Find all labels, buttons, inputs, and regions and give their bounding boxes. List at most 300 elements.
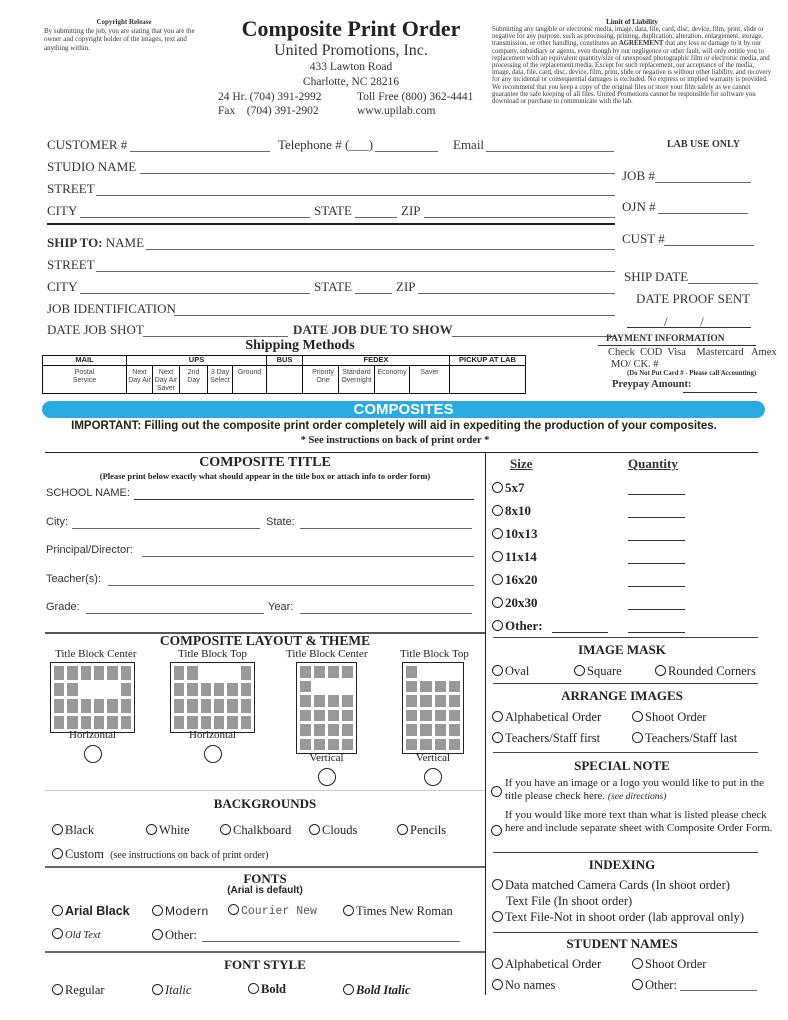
font-style-label: Bold Italic	[356, 983, 411, 997]
shipping-methods-table	[42, 355, 526, 394]
prepay-field[interactable]	[683, 392, 757, 393]
zip-field[interactable]	[424, 217, 615, 218]
ship-state-label: STATE	[314, 279, 352, 294]
mask-option-oval[interactable]	[492, 664, 529, 679]
school-name-label: SCHOOL NAME:	[46, 487, 130, 499]
title-block-area	[314, 681, 325, 693]
photo-placeholder	[449, 695, 460, 707]
radio-icon	[632, 711, 643, 722]
title-block-area	[449, 666, 460, 678]
background-option-label: White	[159, 823, 190, 837]
job-number-field[interactable]	[655, 182, 751, 183]
radio-icon	[655, 665, 666, 676]
arrange-option[interactable]	[632, 710, 706, 725]
copyright-title: Copyright Release	[96, 18, 152, 26]
size-option-label: 20x30	[505, 595, 538, 610]
sizes-bottom-rule	[493, 637, 758, 638]
shipping-option[interactable]	[267, 366, 303, 394]
layout-option-title: Title Block Top	[400, 648, 469, 660]
cust-number-field[interactable]	[664, 245, 754, 246]
liability-text-post: that any loss or damage to it by our company, subsidiary or agents, even though by our negligence or other fault, will only entitle you to replacement with an equivalent quantity/size of unexposed photographic film or electronic media, and processing of the replacement media. Except for such replacement, our acceptance of the media, image, data, file, card, disc, device, film, print, slide or negative is without other liability, and recovery for any incidental or consequential damages is excluded. No express or implied warranty is provided. We recommend that you keep a copy of the original files or store your film safely as we cannot guarantee the safe keeping of all files. United Promotions cannot be responsible for software you download or purchase to communicate with the lab.	[492, 40, 772, 106]
special-note-text-1	[491, 777, 776, 804]
ship-to-name-label: NAME	[105, 235, 145, 250]
title-block-area	[227, 666, 237, 680]
photo-placeholder	[67, 716, 77, 730]
quantity-field[interactable]	[628, 632, 685, 633]
ship-zip-label: ZIP	[396, 279, 416, 294]
photo-placeholder	[300, 681, 311, 693]
studio-name-field[interactable]	[140, 173, 615, 174]
background-option[interactable]	[309, 823, 357, 838]
font-other-field[interactable]	[202, 941, 460, 942]
photo-placeholder	[107, 666, 117, 680]
layout-thumbnail[interactable]	[296, 662, 357, 754]
photo-placeholder	[121, 699, 131, 713]
arrange-option[interactable]	[492, 710, 601, 725]
photo-placeholder	[435, 739, 446, 751]
photo-placeholder	[314, 710, 325, 722]
phone-24hr: 24 Hr. (704) 391-2992	[218, 91, 322, 103]
ship-state-field[interactable]	[355, 293, 392, 294]
background-option-custom[interactable]	[52, 847, 268, 862]
layout-orientation-label: Vertical	[309, 752, 344, 764]
job-identification-label: JOB IDENTIFICATION	[47, 301, 176, 316]
special-note-option-1[interactable]	[491, 777, 776, 804]
mask-option-label: Rounded Corners	[668, 664, 756, 678]
font-option-label: Courier New	[241, 905, 317, 918]
copyright-release	[44, 18, 204, 52]
radio-icon	[492, 879, 503, 890]
size-other-field[interactable]	[552, 632, 608, 633]
radio-icon	[492, 597, 503, 608]
quantity-field[interactable]	[628, 494, 685, 495]
radio-icon	[492, 574, 503, 585]
font-option-label: Arial Black	[65, 904, 130, 918]
photo-placeholder	[314, 666, 325, 678]
arrange-option[interactable]	[632, 731, 737, 746]
font-option-other[interactable]	[152, 928, 197, 943]
arrange-option-label: Alphabetical Order	[505, 710, 602, 724]
payment-title-underline	[598, 345, 756, 346]
date-job-due-label: DATE JOB DUE TO SHOW	[293, 322, 453, 337]
shipping-option[interactable]: Saver	[410, 366, 450, 394]
student-names-option[interactable]	[492, 978, 555, 993]
special-note-option-2[interactable]	[491, 809, 776, 835]
radio-icon	[491, 825, 502, 836]
title-block-area	[201, 666, 211, 680]
shipping-option[interactable]: Postal Service	[43, 366, 127, 394]
layout-radio[interactable]	[318, 768, 336, 786]
size-option-label: 5x7	[505, 480, 525, 495]
backgrounds-top-rule	[45, 790, 485, 791]
shipping-option[interactable]	[450, 366, 526, 394]
photo-placeholder	[449, 739, 460, 751]
ship-to-name-field[interactable]	[146, 249, 615, 250]
title-block-area	[435, 666, 446, 678]
instructions-note: * See instructions on back of print order *	[300, 435, 490, 446]
photo-placeholder	[449, 681, 460, 693]
ship-street-field[interactable]	[96, 271, 615, 272]
student-names-heading: STUDENT NAMES	[566, 936, 678, 951]
arrange-option-label: Teachers/Staff first	[505, 731, 601, 745]
shipping-option[interactable]: 2nd Day	[180, 366, 208, 394]
font-style-heading: FONT STYLE	[224, 957, 306, 972]
shipping-option[interactable]: Priority One	[303, 366, 339, 394]
radio-icon	[248, 983, 259, 994]
right-top-rule	[486, 452, 758, 453]
photo-placeholder	[342, 695, 353, 707]
mask-option-label: Square	[587, 664, 622, 678]
font-option-courier-new[interactable]	[228, 904, 317, 918]
telephone-field[interactable]	[375, 151, 438, 152]
size-header: Size	[510, 456, 533, 471]
email-field[interactable]	[486, 151, 614, 152]
photo-placeholder	[241, 699, 251, 713]
teachers-field[interactable]	[108, 585, 474, 586]
photo-placeholder	[342, 724, 353, 736]
size-option[interactable]	[492, 503, 531, 519]
job-number-label: JOB #	[622, 168, 655, 183]
important-note	[30, 420, 758, 432]
date-proof-sent-field[interactable]	[627, 327, 751, 328]
font-option-label: Modern	[165, 904, 209, 918]
font-option-label: Old Text	[65, 930, 101, 941]
date-job-due-field[interactable]	[452, 336, 615, 337]
photo-placeholder	[121, 666, 131, 680]
city-field[interactable]	[80, 217, 310, 218]
photo-placeholder	[328, 695, 339, 707]
liability-title: Limit of Liability	[606, 18, 658, 26]
zip-label: ZIP	[401, 203, 421, 218]
photo-placeholder	[328, 710, 339, 722]
photo-placeholder	[435, 724, 446, 736]
principal-field[interactable]	[142, 556, 474, 557]
shipping-option[interactable]: Economy	[375, 366, 410, 394]
photo-placeholder	[81, 699, 91, 713]
column-divider	[485, 452, 486, 995]
mo-ck-label: MO/ CK. #	[611, 359, 659, 370]
shipping-group-bus: BUS	[267, 356, 303, 366]
photo-placeholder	[174, 699, 184, 713]
photo-placeholder	[435, 681, 446, 693]
title-city-field[interactable]	[72, 528, 260, 529]
company-name: United Promotions, Inc.	[274, 42, 428, 59]
photo-placeholder	[435, 695, 446, 707]
telephone-label: Telephone # (___)	[278, 137, 374, 152]
font-option-old-text[interactable]	[52, 928, 101, 941]
mask-option-square[interactable]	[574, 664, 622, 679]
arrange-images-heading: ARRANGE IMAGES	[561, 688, 683, 703]
font-option-label: Times New Roman	[356, 904, 453, 918]
title-block-area	[94, 683, 104, 697]
phone-toll-free: Toll Free (800) 362-4441	[357, 91, 474, 103]
school-name-field[interactable]	[134, 499, 474, 500]
quantity-field[interactable]	[628, 563, 685, 564]
font-style-italic[interactable]	[152, 983, 191, 998]
indexing-option-not-shoot-order[interactable]	[492, 910, 744, 925]
background-option-label: Custom	[65, 847, 104, 861]
student-names-option-other[interactable]	[632, 978, 677, 993]
font-option-times-new-roman[interactable]	[343, 904, 453, 919]
title-state-label: State:	[266, 516, 295, 528]
quantity-field[interactable]	[628, 586, 685, 587]
shipping-option[interactable]: Standard Overnight	[339, 366, 375, 394]
teachers-label: Teacher(s):	[46, 573, 102, 585]
radio-icon	[574, 665, 585, 676]
photo-placeholder	[94, 666, 104, 680]
photo-placeholder	[435, 710, 446, 722]
ojn-number-field[interactable]	[658, 213, 748, 214]
photo-placeholder	[314, 739, 325, 751]
layout-option-title: Title Block Center	[55, 648, 137, 660]
photo-placeholder	[314, 695, 325, 707]
image-mask-heading: IMAGE MASK	[578, 642, 666, 657]
street-label: STREET	[47, 181, 95, 196]
radio-icon	[220, 824, 231, 835]
shipping-option[interactable]: Next Day Air Saver	[153, 366, 180, 394]
page-title: Composite Print Order	[241, 16, 461, 41]
important-label: IMPORTANT:	[71, 420, 142, 432]
photo-placeholder	[227, 716, 237, 730]
shipping-group-ups: UPS	[127, 356, 267, 366]
date-job-shot-field[interactable]	[143, 336, 288, 337]
photo-placeholder	[214, 699, 224, 713]
font-style-regular[interactable]	[52, 983, 105, 998]
radio-icon	[52, 928, 63, 939]
size-option[interactable]	[492, 572, 538, 588]
photo-placeholder	[342, 666, 353, 678]
arrange-option[interactable]	[492, 731, 600, 746]
photo-placeholder	[300, 695, 311, 707]
student-names-option[interactable]	[492, 957, 601, 972]
lab-use-only-title: LAB USE ONLY	[667, 139, 740, 150]
studio-name-label: STUDIO NAME	[47, 159, 137, 174]
size-option-label: 8x10	[505, 503, 531, 518]
background-option[interactable]	[397, 823, 446, 838]
radio-icon	[152, 905, 163, 916]
photo-placeholder	[214, 683, 224, 697]
layout-radio[interactable]	[84, 745, 102, 763]
street-field[interactable]	[96, 195, 615, 196]
radio-icon	[343, 984, 354, 995]
background-option[interactable]	[146, 823, 190, 838]
composites-banner-text: COMPOSITES	[353, 401, 454, 418]
photo-placeholder	[201, 683, 211, 697]
radio-icon	[492, 620, 503, 631]
background-option[interactable]	[220, 823, 291, 838]
photo-placeholder	[187, 716, 197, 730]
size-option[interactable]	[492, 526, 538, 542]
photo-placeholder	[328, 724, 339, 736]
ship-city-field[interactable]	[80, 293, 310, 294]
mask-bottom-rule	[493, 683, 758, 684]
composite-title-subheading: (Please print below exactly what should appear in the title box or attach info to order form)	[99, 471, 431, 481]
customer-number-label: CUSTOMER #	[47, 137, 128, 152]
photo-placeholder	[342, 739, 353, 751]
font-option-modern[interactable]	[152, 904, 209, 918]
fonts-heading: FONTS	[243, 871, 287, 886]
quantity-field[interactable]	[628, 517, 685, 518]
shipping-option[interactable]: Next Day Air	[127, 366, 153, 394]
title-block-area	[107, 683, 117, 697]
radio-icon	[491, 786, 502, 797]
photo-placeholder	[201, 699, 211, 713]
payment-title: PAYMENT INFORMATION	[606, 334, 725, 344]
state-label: STATE	[314, 203, 352, 218]
photo-placeholder	[406, 681, 417, 693]
photo-placeholder	[227, 683, 237, 697]
ojn-number-label: OJN #	[622, 199, 656, 214]
website: www.upilab.com	[357, 105, 436, 117]
shipping-group-pickup: PICKUP AT LAB	[450, 356, 526, 366]
photo-placeholder	[449, 724, 460, 736]
mask-option-label: Oval	[505, 664, 530, 678]
mask-option-rounded[interactable]	[655, 664, 756, 679]
photo-placeholder	[121, 683, 131, 697]
background-option-label: Pencils	[410, 823, 447, 837]
photo-placeholder	[94, 699, 104, 713]
photo-placeholder	[406, 666, 417, 678]
title-city-label: City:	[46, 516, 68, 528]
photo-placeholder	[420, 724, 431, 736]
font-style-bold[interactable]	[248, 982, 286, 997]
size-option[interactable]	[492, 618, 543, 634]
radio-icon	[152, 929, 163, 940]
shipping-group-mail: MAIL	[43, 356, 127, 366]
ship-to-heading: SHIP TO:	[47, 235, 103, 250]
job-identification-field[interactable]	[174, 315, 615, 316]
indexing-option-label: Data matched Camera Cards (In shoot order)	[505, 878, 730, 892]
layout-radio[interactable]	[204, 745, 222, 763]
fonts-bottom-rule	[45, 951, 485, 953]
layout-radio[interactable]	[424, 768, 442, 786]
special-note-label: If you have an image or a logo you would like to put in the title please check here.	[505, 777, 765, 802]
photo-placeholder	[420, 695, 431, 707]
grade-field[interactable]	[86, 613, 264, 614]
photo-placeholder	[201, 716, 211, 730]
layout-option-title: Title Block Center	[286, 648, 368, 660]
photo-placeholder	[174, 666, 184, 680]
photo-placeholder	[67, 683, 77, 697]
year-label: Year:	[268, 601, 294, 613]
font-style-label: Italic	[165, 983, 192, 997]
photo-placeholder	[54, 699, 64, 713]
layout-orientation-label: Vertical	[415, 752, 451, 764]
quantity-field[interactable]	[628, 540, 685, 541]
background-option[interactable]	[52, 823, 94, 838]
photo-placeholder	[342, 710, 353, 722]
photo-placeholder	[54, 666, 64, 680]
composite-title-heading: COMPOSITE TITLE	[199, 455, 331, 470]
radio-icon	[52, 848, 63, 859]
photo-placeholder	[187, 683, 197, 697]
city-label: CITY	[47, 203, 78, 218]
radio-icon	[492, 665, 503, 676]
liability-agreement: AGREEMENT	[618, 40, 664, 48]
photo-placeholder	[241, 666, 251, 680]
liability-text-pre: Submitting any tangible or electronic media, image, data, file, card, disc, device, film, print, slide or negative for any purpose, such as processing, printing, duplication, alteration, enlargement, storage, transmission, or other handling, constitutes an	[492, 26, 764, 48]
address-line-1: 433 Lawton Road	[309, 61, 393, 73]
background-option-label: Clouds	[322, 823, 358, 837]
radio-icon	[228, 904, 239, 915]
customer-number-field[interactable]	[130, 151, 270, 152]
photo-placeholder	[54, 716, 64, 730]
layout-thumbnail[interactable]	[50, 662, 135, 733]
student-names-other-field[interactable]	[680, 990, 757, 991]
photo-placeholder	[174, 716, 184, 730]
ship-date-field[interactable]	[688, 283, 758, 284]
indexing-option-camera-cards[interactable]	[492, 878, 730, 893]
layout-thumbnail[interactable]	[402, 662, 464, 754]
photo-placeholder	[121, 716, 131, 730]
background-option-label: Chalkboard	[233, 823, 292, 837]
title-block-area	[214, 666, 224, 680]
radio-icon	[632, 958, 643, 969]
photo-placeholder	[420, 681, 431, 693]
arrange-option-label: Teachers/Staff last	[645, 731, 738, 745]
shipping-group-fedex: FEDEX	[303, 356, 450, 366]
student-names-option[interactable]	[632, 957, 706, 972]
shipping-option[interactable]: 3 Day Select	[208, 366, 233, 394]
background-option-label: Black	[65, 823, 95, 837]
date-proof-sent-slashes: / /	[664, 314, 704, 329]
title-state-field[interactable]	[300, 528, 472, 529]
fonts-subheading: (Arial is default)	[227, 885, 303, 896]
photo-placeholder	[449, 710, 460, 722]
principal-label: Principal/Director:	[46, 544, 133, 556]
prepay-label: Preypay Amount:	[612, 379, 692, 390]
photo-placeholder	[328, 666, 339, 678]
size-option[interactable]	[492, 480, 525, 496]
year-field[interactable]	[300, 613, 472, 614]
quantity-field[interactable]	[628, 609, 685, 610]
layout-orientation-label: Horizontal	[68, 729, 117, 741]
main-top-rule	[45, 452, 485, 453]
photo-placeholder	[314, 724, 325, 736]
shipping-option[interactable]: Ground	[233, 366, 267, 394]
size-option[interactable]	[492, 595, 538, 611]
radio-icon	[52, 824, 63, 835]
ship-zip-field[interactable]	[418, 293, 615, 294]
photo-placeholder	[67, 666, 77, 680]
radio-icon	[52, 905, 63, 916]
email-label: Email	[453, 137, 485, 152]
size-option-label: 10x13	[505, 526, 538, 541]
date-proof-sent-label: DATE PROOF SENT	[636, 291, 751, 306]
font-option-label: Other:	[165, 928, 197, 942]
special-note-heading: SPECIAL NOTE	[574, 758, 670, 773]
photo-placeholder	[187, 666, 197, 680]
font-style-bold-italic[interactable]	[343, 983, 411, 998]
limit-of-liability	[492, 18, 772, 105]
photo-placeholder	[328, 739, 339, 751]
student-names-option-label: Alphabetical Order	[505, 957, 602, 971]
photo-placeholder	[300, 710, 311, 722]
radio-icon	[397, 824, 408, 835]
student-names-option-label: Shoot Order	[645, 957, 707, 971]
photo-placeholder	[300, 724, 311, 736]
special-note-text-2: If you would like more text than what is listed please check here and include separate sheet with Composite Order Form.	[505, 809, 773, 834]
custom-background-note: (see instructions on back of print order)	[110, 850, 269, 861]
state-field[interactable]	[355, 217, 397, 218]
radio-icon	[632, 732, 643, 743]
size-option[interactable]	[492, 549, 537, 565]
photo-placeholder	[174, 683, 184, 697]
font-option-arial-black[interactable]	[52, 904, 130, 918]
ship-date-label: SHIP DATE	[624, 269, 689, 284]
layout-thumbnail[interactable]	[170, 662, 255, 733]
font-style-label: Bold	[261, 982, 287, 996]
